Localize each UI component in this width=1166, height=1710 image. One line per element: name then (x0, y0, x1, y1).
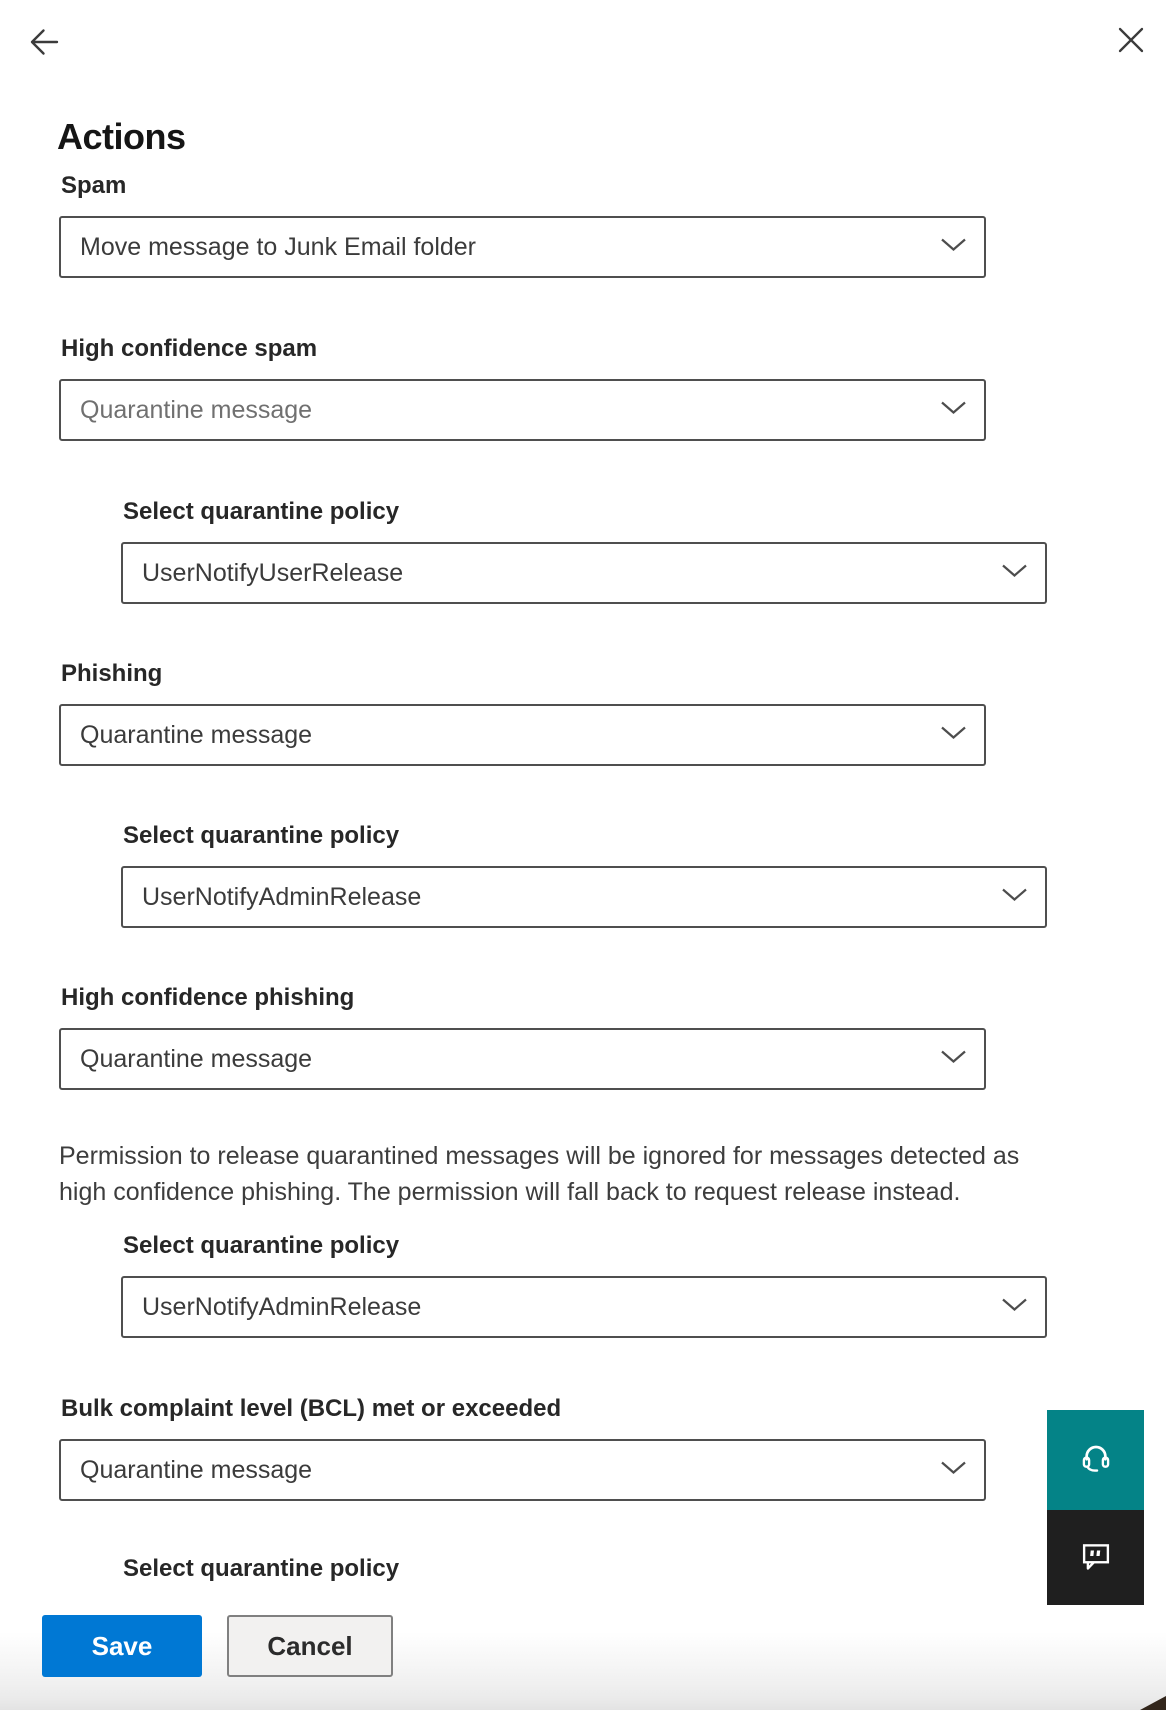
quarantine-policy-label-1: Select quarantine policy (123, 498, 400, 525)
quarantine-policy-dropdown-2[interactable] (121, 866, 1047, 928)
feedback-button[interactable] (1047, 1510, 1144, 1605)
high-confidence-spam-action-dropdown[interactable] (59, 379, 986, 441)
help-support-button[interactable] (1047, 1410, 1144, 1510)
chevron-down-icon (1001, 563, 1028, 584)
phishing-label: Phishing (61, 660, 163, 687)
high-confidence-spam-action-value: Quarantine message (80, 395, 313, 424)
high-confidence-spam-label: High confidence spam (61, 335, 318, 362)
note-line-1: Permission to release quarantined messages will be ignored for messages detected as (59, 1142, 1020, 1170)
high-confidence-phishing-label: High confidence phishing (61, 984, 355, 1011)
quarantine-policy-value-1: UserNotifyUserRelease (142, 558, 404, 587)
quarantine-policy-dropdown-1[interactable] (121, 542, 1047, 604)
chevron-down-icon (940, 400, 967, 421)
quarantine-policy-value-3: UserNotifyAdminRelease (142, 1292, 422, 1321)
phishing-action-value: Quarantine message (80, 720, 313, 749)
screenshot-corner-artifact (1140, 1696, 1166, 1710)
chevron-down-icon (1001, 1297, 1028, 1318)
chevron-down-icon (940, 725, 967, 746)
note-line-2: high confidence phishing. The permission will fall back to request release instead. (59, 1178, 961, 1206)
phishing-action-dropdown[interactable] (59, 704, 986, 766)
spam-action-value: Move message to Junk Email folder (80, 232, 477, 261)
quarantine-policy-value-2: UserNotifyAdminRelease (142, 882, 422, 911)
bcl-action-value: Quarantine message (80, 1455, 313, 1484)
quarantine-policy-dropdown-3[interactable] (121, 1276, 1047, 1338)
high-confidence-phishing-note (59, 1138, 1109, 1210)
quarantine-policy-label-2: Select quarantine policy (123, 822, 400, 849)
cancel-button[interactable]: Cancel (227, 1615, 393, 1677)
chevron-down-icon (940, 237, 967, 258)
high-confidence-phishing-action-dropdown[interactable] (59, 1028, 986, 1090)
chevron-down-icon (1001, 887, 1028, 908)
high-confidence-phishing-action-value: Quarantine message (80, 1044, 313, 1073)
chevron-down-icon (940, 1049, 967, 1070)
quarantine-policy-label-4: Select quarantine policy (123, 1555, 400, 1582)
footer-bar (0, 1584, 1166, 1710)
bcl-action-dropdown[interactable] (59, 1439, 986, 1501)
save-button[interactable]: Save (42, 1615, 202, 1677)
feedback-icon (1076, 1536, 1116, 1579)
chevron-down-icon (940, 1460, 967, 1481)
quarantine-policy-label-3: Select quarantine policy (123, 1232, 400, 1259)
spam-label: Spam (61, 172, 127, 199)
spam-action-dropdown[interactable] (59, 216, 986, 278)
headset-icon (1074, 1437, 1118, 1484)
page-title: Actions (57, 116, 186, 158)
bcl-label: Bulk complaint level (BCL) met or exceeded (61, 1395, 562, 1422)
